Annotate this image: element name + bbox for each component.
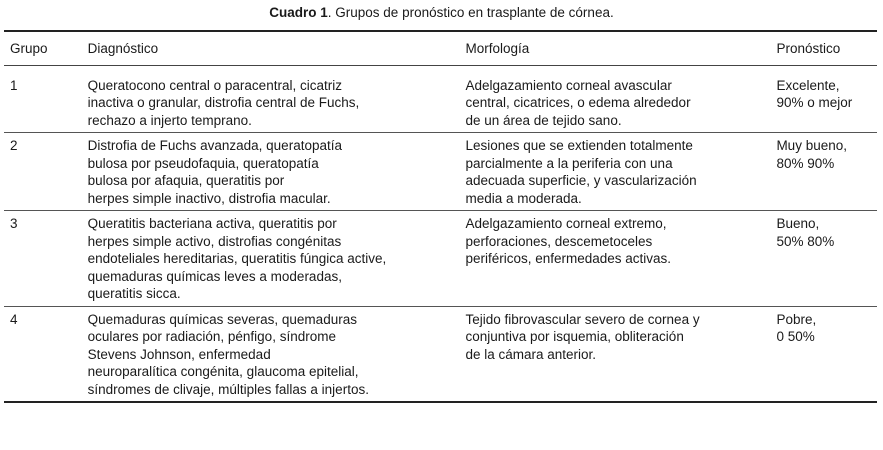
cell-grupo: 4 xyxy=(4,306,82,402)
caption-label: Cuadro 1 xyxy=(269,5,328,20)
cell-grupo: 3 xyxy=(4,211,82,307)
table-row xyxy=(4,65,877,133)
cell-diagnostico: Queratitis bacteriana activa, queratitis por herpes simple activo, distrofias congénitas endoteliales hereditarias, queratitis fúngica active, quemaduras químicas leves a moderadas, queratitis sicca. xyxy=(82,211,460,307)
cell-diagnostico: Quemaduras químicas severas, quemaduras oculares por radiación, pénfigo, síndrome Stevens Johnson, enfermedad neuroparalítica congénita, glaucoma epitelial, síndromes de clivaje, múltiples fallas a injertos. xyxy=(82,306,460,402)
cell-morfologia: Lesiones que se extienden totalmente parcialmente a la periferia con una adecuada superficie, y vascularización media a moderada. xyxy=(459,133,770,211)
table-row xyxy=(4,306,877,402)
cell-diagnostico: Distrofia de Fuchs avanzada, queratopatía bulosa por pseudofaquia, queratopatía bulosa por afaquia, queratitis por herpes simple inactivo, distrofia macular. xyxy=(82,133,460,211)
table-caption xyxy=(0,4,883,22)
cell-pronostico: Muy bueno, 80% 90% xyxy=(770,133,877,211)
cell-diagnostico: Queratocono central o paracentral, cicatriz inactiva o granular, distrofia central de Fuchs, rechazo a injerto temprano. xyxy=(82,65,460,133)
cell-grupo: 2 xyxy=(4,133,82,211)
cell-pronostico: Excelente, 90% o mejor xyxy=(770,65,877,133)
header-diagnostico: Diagnóstico xyxy=(82,31,460,65)
table-body xyxy=(4,65,877,402)
cell-pronostico: Bueno, 50% 80% xyxy=(770,211,877,307)
table-row xyxy=(4,133,877,211)
header-grupo: Grupo xyxy=(4,31,82,65)
cell-pronostico: Pobre, 0 50% xyxy=(770,306,877,402)
cell-morfologia: Adelgazamiento corneal avascular central, cicatrices, o edema alrededor de un área de tejido sano. xyxy=(459,65,770,133)
header-morfologia: Morfología xyxy=(459,31,770,65)
cell-morfologia: Adelgazamiento corneal extremo, perforaciones, descemetoceles periféricos, enfermedades activas. xyxy=(459,211,770,307)
cell-morfologia: Tejido fibrovascular severo de cornea y conjuntiva por isquemia, obliteración de la cámara anterior. xyxy=(459,306,770,402)
table-header xyxy=(4,31,877,65)
header-row xyxy=(4,31,877,65)
header-pronostico: Pronóstico xyxy=(770,31,877,65)
table-row xyxy=(4,211,877,307)
prognosis-table xyxy=(4,30,877,403)
cell-grupo: 1 xyxy=(4,65,82,133)
caption-text: . Grupos de pronóstico en trasplante de córnea. xyxy=(327,5,614,20)
